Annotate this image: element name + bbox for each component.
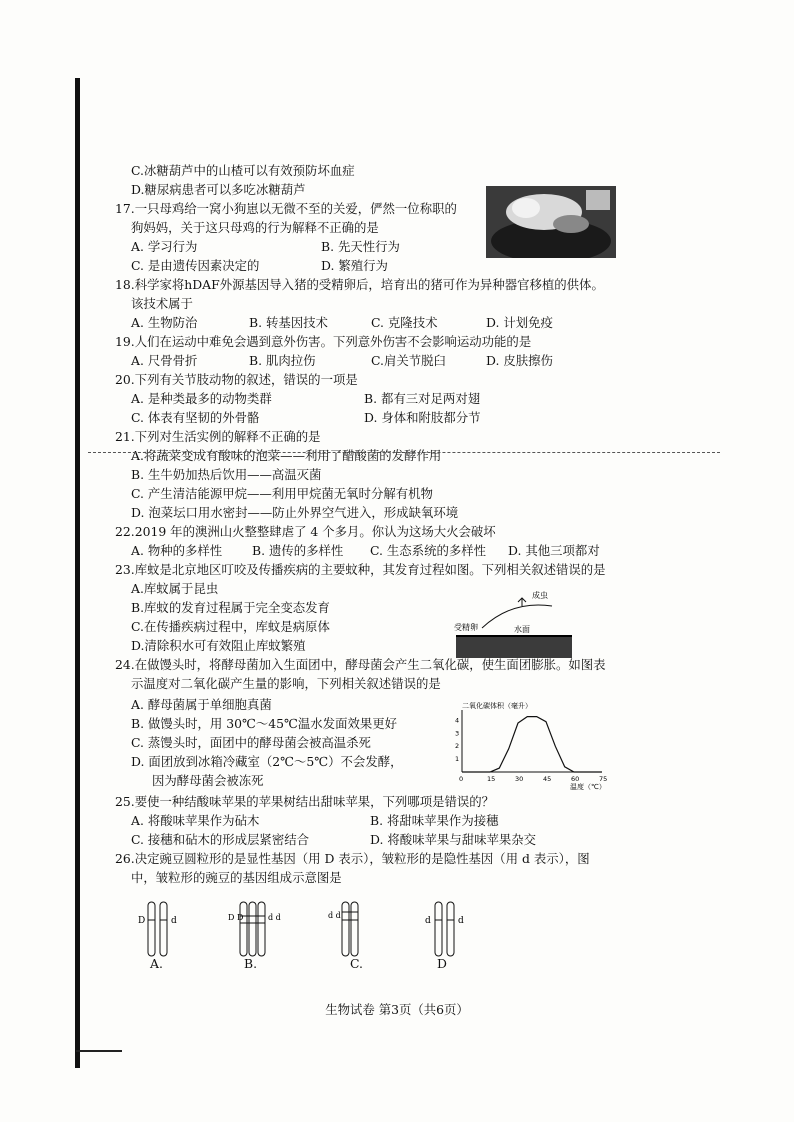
q25-option-a: A. 将酸味苹果作为砧木 <box>131 813 260 828</box>
q22-option-d: D. 其他三项都对 <box>508 543 600 558</box>
option-b-label: B. <box>244 956 258 971</box>
page-footer: 生物试卷 第3页（共6页） <box>325 1002 469 1017</box>
y-tick-label: 4 <box>455 716 460 725</box>
q22-option-c: C. 生态系统的多样性 <box>370 543 487 558</box>
q19-option-a: A. 尺骨骨折 <box>131 353 198 368</box>
allele-label: d <box>171 916 177 926</box>
q20-stem: 20.下列有关节肢动物的叙述，错误的一项是 <box>115 372 358 387</box>
scan-margin-bar <box>75 78 80 1068</box>
q21-option-d: D. 泡菜坛口用水密封——防止外界空气进入，形成缺氧环境 <box>131 505 459 520</box>
q17-stem-2: 狗妈妈，关于这只母鸡的行为解释不正确的是 <box>131 220 379 235</box>
q21-stem: 21.下列对生活实例的解释不正确的是 <box>115 429 321 444</box>
q24-option-c: C. 蒸馒头时，面团中的酵母菌会被高温杀死 <box>131 735 371 750</box>
q18-option-b: B. 转基因技术 <box>249 315 328 330</box>
q17-option-d: D. 繁殖行为 <box>321 258 388 273</box>
water-label: 水面 <box>514 625 530 634</box>
y-tick-label: 2 <box>455 742 460 751</box>
co2-curve <box>462 717 602 772</box>
q23-option-c: C.在传播疾病过程中，库蚊是病原体 <box>131 619 330 634</box>
q22-option-b: B. 遗传的多样性 <box>252 543 344 558</box>
allele-label: D <box>138 916 146 926</box>
x-tick-label: 15 <box>487 775 496 783</box>
q25-option-c: C. 接穗和砧木的形成层紧密结合 <box>131 832 309 847</box>
q24-option-d: D. 面团放到冰箱冷藏室（2℃～5℃）不会发酵， <box>131 754 403 769</box>
q19-option-c: C.肩关节脱臼 <box>371 353 446 368</box>
adult-label: 成虫 <box>532 591 548 600</box>
x-tick-label: 60 <box>571 775 580 783</box>
x-tick-label: 0 <box>459 775 464 783</box>
q25-stem: 25.要使一种结酸味苹果的苹果树结出甜味苹果，下列哪项是错误的？ <box>115 794 495 809</box>
y-tick-label: 3 <box>455 729 460 738</box>
option-d-label: D <box>437 956 447 971</box>
chromosome-a <box>126 896 196 960</box>
q18-option-d: D. 计划免疫 <box>486 315 553 330</box>
q21-option-b: B. 生牛奶加热后饮用——高温灭菌 <box>131 467 322 482</box>
q18-stem-2: 该技术属于 <box>131 296 193 311</box>
chart-ylabel: 二氧化碳体积（毫升） <box>462 702 532 710</box>
allele-label: d <box>458 916 464 926</box>
allele-label: d <box>425 916 431 926</box>
q25-option-d: D. 将酸味苹果与甜味苹果杂交 <box>370 832 537 847</box>
q18-option-c: C. 克隆技术 <box>371 315 438 330</box>
mosquito-lifecycle-figure <box>452 588 580 660</box>
hen-photo <box>486 186 616 258</box>
q26-stem: 26.决定豌豆圆粒形的是显性基因（用 D 表示），皱粒形的是隐性基因（用 d 表示），图 <box>115 851 590 866</box>
q18-option-a: A. 生物防治 <box>131 315 198 330</box>
scan-dashed-line <box>88 452 720 454</box>
q18-stem: 18.科学家将hDAF外源基因导入猪的受精卵后，培育出的猪可作为异种器官移植的供体。 <box>115 277 604 292</box>
q23-option-a: A.库蚊属于昆虫 <box>131 581 219 596</box>
x-tick-label: 45 <box>543 775 552 783</box>
q24-option-a: A. 酵母菌属于单细胞真菌 <box>131 697 272 712</box>
y-tick-label: 1 <box>455 755 460 764</box>
q19-stem: 19.人们在运动中难免会遇到意外伤害。下列意外伤害不会影响运动功能的是 <box>115 334 532 349</box>
q21-option-a: A.将蔬菜变成有酸味的泡菜——利用了醋酸菌的发酵作用 <box>131 448 442 463</box>
q17-option-b: B. 先天性行为 <box>321 239 400 254</box>
q19-option-b: B. 肌肉拉伤 <box>249 353 316 368</box>
mosquito-icon <box>518 598 526 606</box>
allele-label: d d <box>328 911 341 920</box>
q16-option-c: C.冰糖葫芦中的山楂可以有效预防坏血症 <box>131 163 355 178</box>
allele-label: d d <box>268 913 281 922</box>
chromosome-c <box>318 896 388 960</box>
co2-temperature-chart <box>452 700 642 790</box>
q22-option-a: A. 物种的多样性 <box>131 543 223 558</box>
q23-stem: 23.库蚊是北京地区叮咬及传播疾病的主要蚊种，其发育过程如图。下列相关叙述错误的是 <box>115 562 606 577</box>
q26-stem-2: 中，皱粒形的豌豆的基因组成示意图是 <box>131 870 342 885</box>
chart-xlabel: 温度（℃） <box>570 783 606 790</box>
chromosome-d <box>413 896 483 960</box>
q16-option-d: D.糖尿病患者可以多吃冰糖葫芦 <box>131 182 306 197</box>
q17-option-c: C. 是由遗传因素决定的 <box>131 258 260 273</box>
q20-option-c: C. 体表有坚韧的外骨骼 <box>131 410 260 425</box>
q20-option-d: D. 身体和附肢都分节 <box>364 410 481 425</box>
scan-bottom-mark <box>76 1050 122 1052</box>
q24-option-d-cont: 因为酵母菌会被冻死 <box>152 773 264 788</box>
option-a-label: A. <box>150 956 163 971</box>
q23-option-b: B.库蚊的发育过程属于完全变态发育 <box>131 600 330 615</box>
x-tick-label: 75 <box>599 775 608 783</box>
q20-option-b: B. 都有三对足两对翅 <box>364 391 481 406</box>
q20-option-a: A. 是种类最多的动物类群 <box>131 391 272 406</box>
q21-option-c: C. 产生清洁能源甲烷——利用甲烷菌无氧时分解有机物 <box>131 486 433 501</box>
q22-stem: 22.2019 年的澳洲山火整整肆虐了 4 个多月。你认为这场大火会破坏 <box>115 524 496 539</box>
x-tick-label: 30 <box>515 775 524 783</box>
q24-stem: 24.在做馒头时，将酵母菌加入生面团中，酵母菌会产生二氧化碳，使生面团膨胀。如图表 <box>115 657 606 672</box>
q23-option-d: D.清除积水可有效阻止库蚊繁殖 <box>131 638 306 653</box>
q24-option-b: B. 做馒头时，用 30℃～45℃温水发面效果更好 <box>131 716 398 731</box>
option-c-label: C. <box>350 956 363 971</box>
chromosome-b <box>220 896 290 960</box>
egg-label: 受精卵 <box>454 623 478 632</box>
q17-stem: 17.一只母鸡给一窝小狗崽以无微不至的关爱，俨然一位称职的 <box>115 201 457 216</box>
q19-option-d: D. 皮肤擦伤 <box>486 353 553 368</box>
q24-stem-2: 示温度对二氧化碳产生量的影响，下列相关叙述错误的是 <box>131 676 441 691</box>
q25-option-b: B. 将甜味苹果作为接穗 <box>370 813 499 828</box>
allele-label: D D <box>228 913 244 922</box>
q17-option-a: A. 学习行为 <box>131 239 198 254</box>
